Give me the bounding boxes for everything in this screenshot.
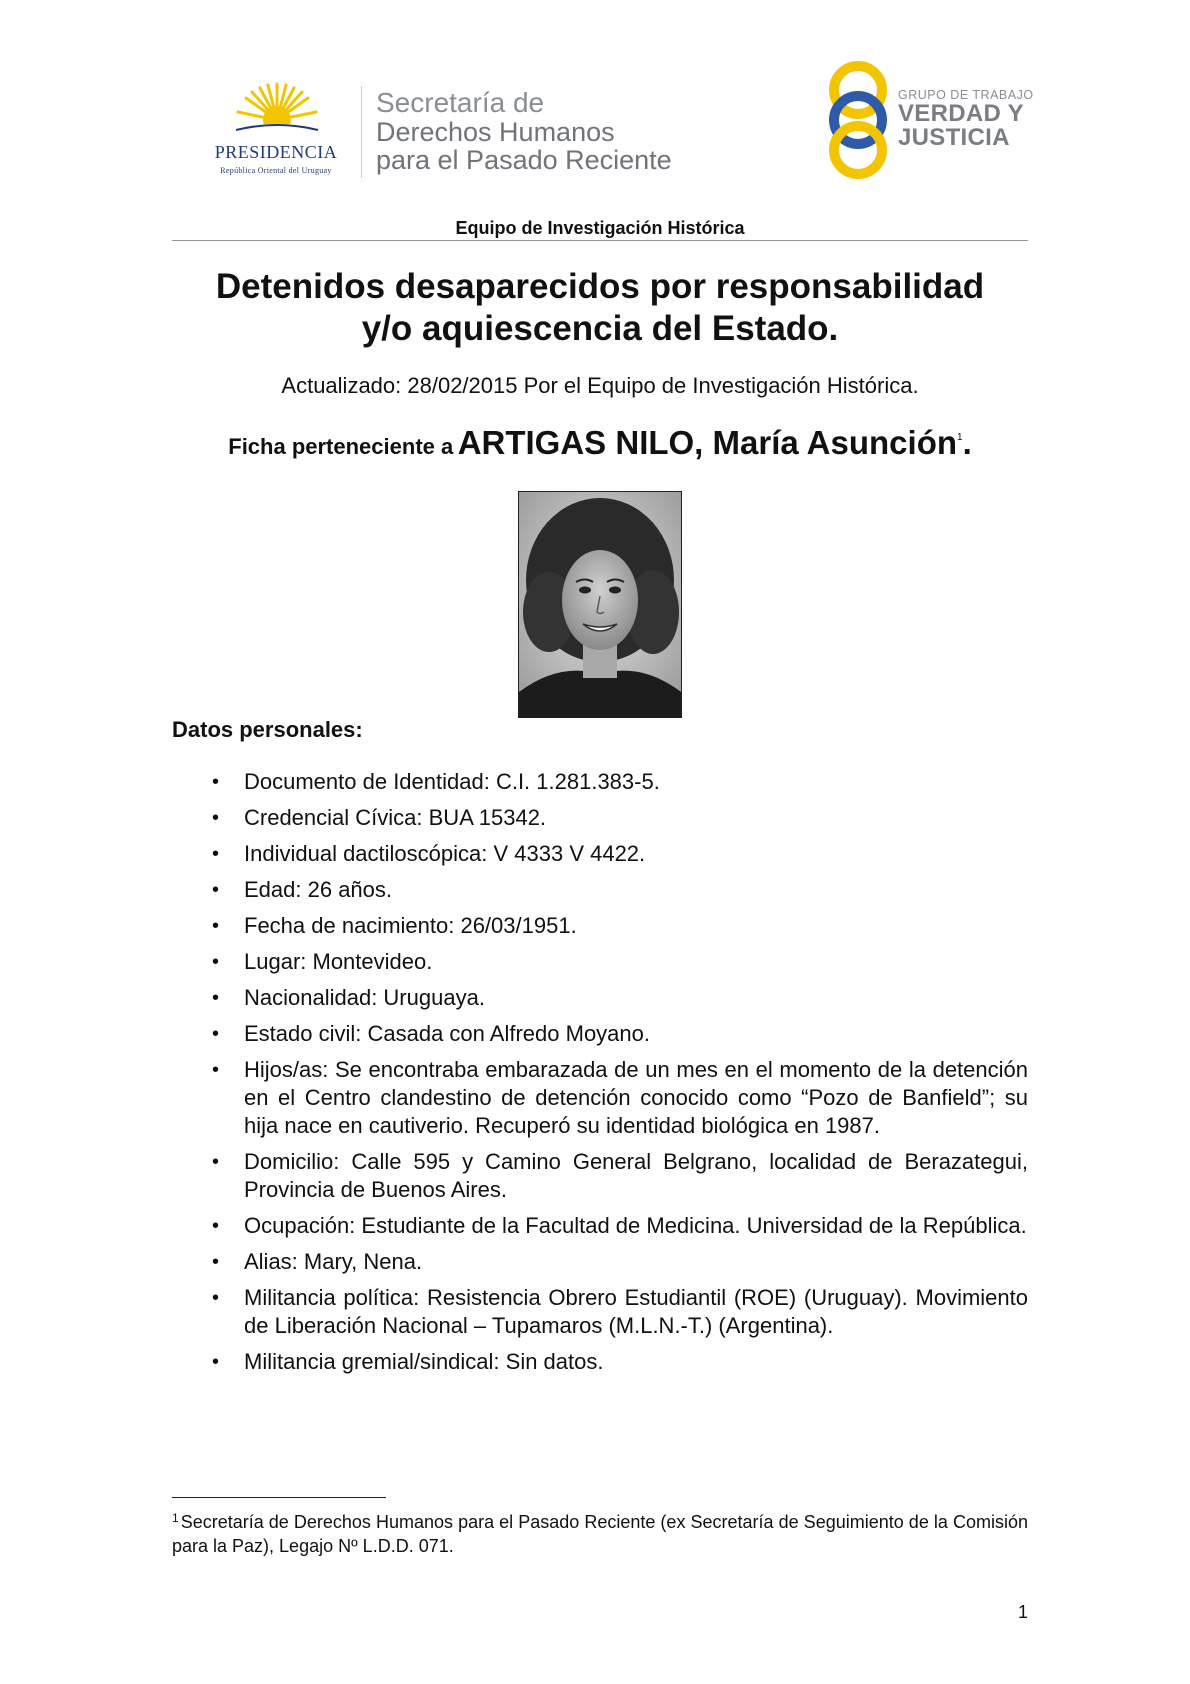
portrait-photo-image [519,492,681,717]
header-rule [172,240,1028,241]
list-item [172,1348,1028,1376]
bullet-icon: • [212,1215,220,1237]
list-item [172,840,1028,868]
secretaria-line2: Derechos Humanos [376,117,615,147]
list-item-text: Ocupación: Estudiante de la Facultad de Medicina. Universidad de la República. [244,1213,1027,1238]
gtvj-big-label-2: JUSTICIA [898,124,1010,151]
list-item-text: Hijos/as: Se encontraba embarazada de un mes en el momento de la detención en el Centro clandestino de detención conocido como “Pozo de Banfield”; su hija nace en cautiverio. Recuperó su identidad biológica en 1987. [244,1057,1028,1138]
bullet-icon: • [212,1151,220,1173]
list-item [172,984,1028,1012]
list-item-text: Documento de Identidad: C.I. 1.281.383-5. [244,769,660,794]
list-item [172,804,1028,832]
document-title-line2: y/o aquiescencia del Estado. [361,309,839,348]
portrait-photo [518,491,682,718]
presidencia-subtitle: República Oriental del Uruguay [220,166,332,175]
list-item [172,912,1028,940]
bullet-icon: • [212,1023,220,1045]
ficha-prefix: Ficha perteneciente a [228,434,454,459]
bullet-icon: • [212,987,220,1009]
ficha-suffix: . [962,424,972,461]
interlocked-rings-icon [822,58,894,180]
secretaria-line3: para el Pasado Reciente [376,145,672,175]
list-item [172,1148,1028,1204]
list-item [172,876,1028,904]
gtvj-small-label: GRUPO DE TRABAJO [898,88,1034,102]
list-item-text: Militancia gremial/sindical: Sin datos. [244,1349,604,1374]
page-number: 1 [1017,1602,1028,1622]
list-item-text: Alias: Mary, Nena. [244,1249,423,1274]
list-item-text: Nacionalidad: Uruguaya. [244,985,485,1010]
bullet-icon: • [212,1287,220,1309]
presidencia-name: PRESIDENCIA [214,142,338,162]
footnote [172,1506,1028,1558]
presidencia-logo [196,80,356,180]
person-name: ARTIGAS NILO, María Asunción [457,424,958,461]
footnote-text: Secretaría de Derechos Humanos para el Pasado Reciente (ex Secretaría de Seguimiento de la Comisión para la Paz), Legajo Nº L.D.D. 071. [172,1512,1028,1556]
list-item-text: Militancia política: Resistencia Obrero Estudiantil (ROE) (Uruguay). Movimiento de Liberación Nacional – Tupamaros (M.L.N.-T.) (Argentina). [244,1285,1028,1338]
list-item [172,1284,1028,1340]
list-item-text: Credencial Cívica: BUA 15342. [244,805,547,830]
bullet-icon: • [212,1351,220,1373]
sun-emblem-icon [232,80,322,140]
verdad-justicia-logo [822,58,1032,180]
bullet-icon: • [212,771,220,793]
section-heading: Datos personales: [172,717,363,742]
list-item [172,1248,1028,1276]
list-item [172,768,1028,796]
footnote-number: 1 [172,1511,179,1525]
document-title [172,266,1028,350]
bullet-icon: • [212,915,220,937]
list-item [172,1020,1028,1048]
bullet-icon: • [212,1251,220,1273]
secretaria-logo-text [376,88,706,174]
secretaria-line1: Secretaría de [376,87,545,118]
list-item-text: Fecha de nacimiento: 26/03/1951. [244,913,577,938]
bullet-icon: • [212,1059,220,1081]
header-divider [361,86,362,178]
list-item-text: Domicilio: Calle 595 y Camino General Belgrano, localidad de Berazategui, Provincia de Buenos Aires. [244,1149,1028,1202]
verdad-justicia-text [898,88,1038,150]
document-title-line1: Detenidos desaparecidos por responsabilidad [215,267,985,306]
bullet-icon: • [212,807,220,829]
list-item-text: Estado civil: Casada con Alfredo Moyano. [244,1021,651,1046]
footnote-ref: 1 [957,432,963,443]
ficha-line [172,424,1028,462]
bullet-icon: • [212,951,220,973]
footnote-rule [172,1497,386,1498]
list-item-text: Individual dactiloscópica: V 4333 V 4422. [244,841,646,866]
list-item-text: Lugar: Montevideo. [244,949,433,974]
gtvj-big-label-1: VERDAD Y [898,100,1024,127]
updated-line: Actualizado: 28/02/2015 Por el Equipo de Investigación Histórica. [281,373,919,398]
bullet-icon: • [212,879,220,901]
list-item [172,1212,1028,1240]
personal-data-list [172,768,1028,1384]
list-item [172,948,1028,976]
list-item-text: Edad: 26 años. [244,877,393,902]
bullet-icon: • [212,843,220,865]
team-header: Equipo de Investigación Histórica [455,218,745,238]
list-item [172,1056,1028,1140]
